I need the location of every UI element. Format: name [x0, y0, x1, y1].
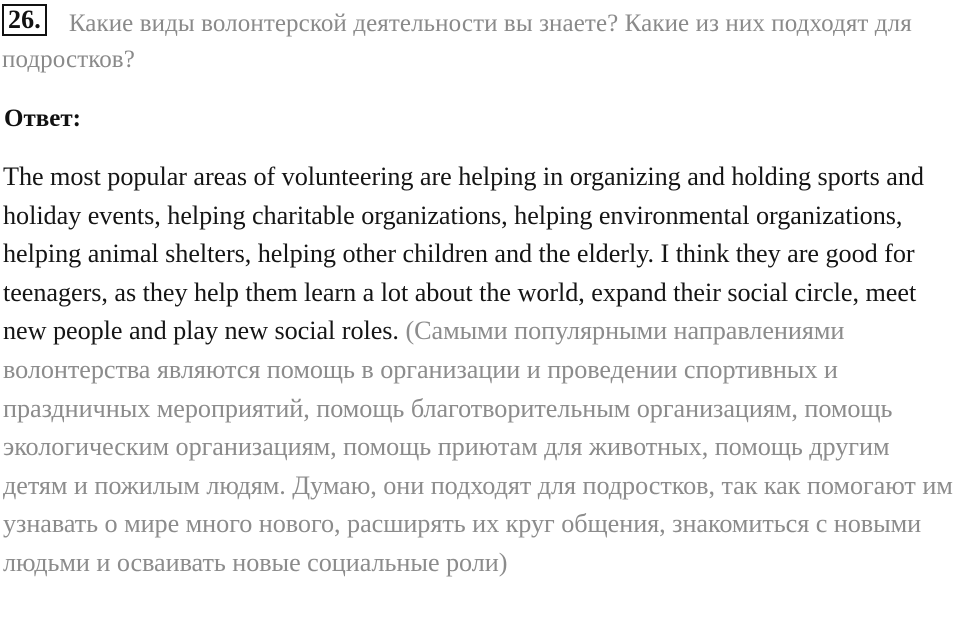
question-text: Какие виды волонтерской деятельности вы знаете? Какие из них подходят для подростков? — [2, 10, 912, 73]
answer-translation: (Самыми популярными направлениями волонтерства являются помощь в организации и проведении спортивных и праздничных мероприятий, помощь благотворительным организациям, помощь экологическим организациям, помощь приютам для животных, помощь другим детям и пожилым людям. Думаю, они подходят для подростков, так как помогают им узнавать о мире много нового, расширять их круг общения, знакомиться с новыми людьми и осваивать новые социальные роли) — [3, 316, 953, 577]
answer-body — [3, 158, 960, 583]
answer-label: Ответ: — [4, 105, 81, 132]
question — [2, 4, 952, 78]
answer-english: The most popular areas of volunteering are helping in organizing and holding sports and holiday events, helping charitable organizations, helping environmental organizations, helping animal shelters, helping other children and the elderly. I think they are good for teenagers, as they help them learn a lot about the world, expand their social circle, meet new people and play new social roles. — [3, 162, 924, 346]
question-number: 26. — [2, 4, 47, 36]
